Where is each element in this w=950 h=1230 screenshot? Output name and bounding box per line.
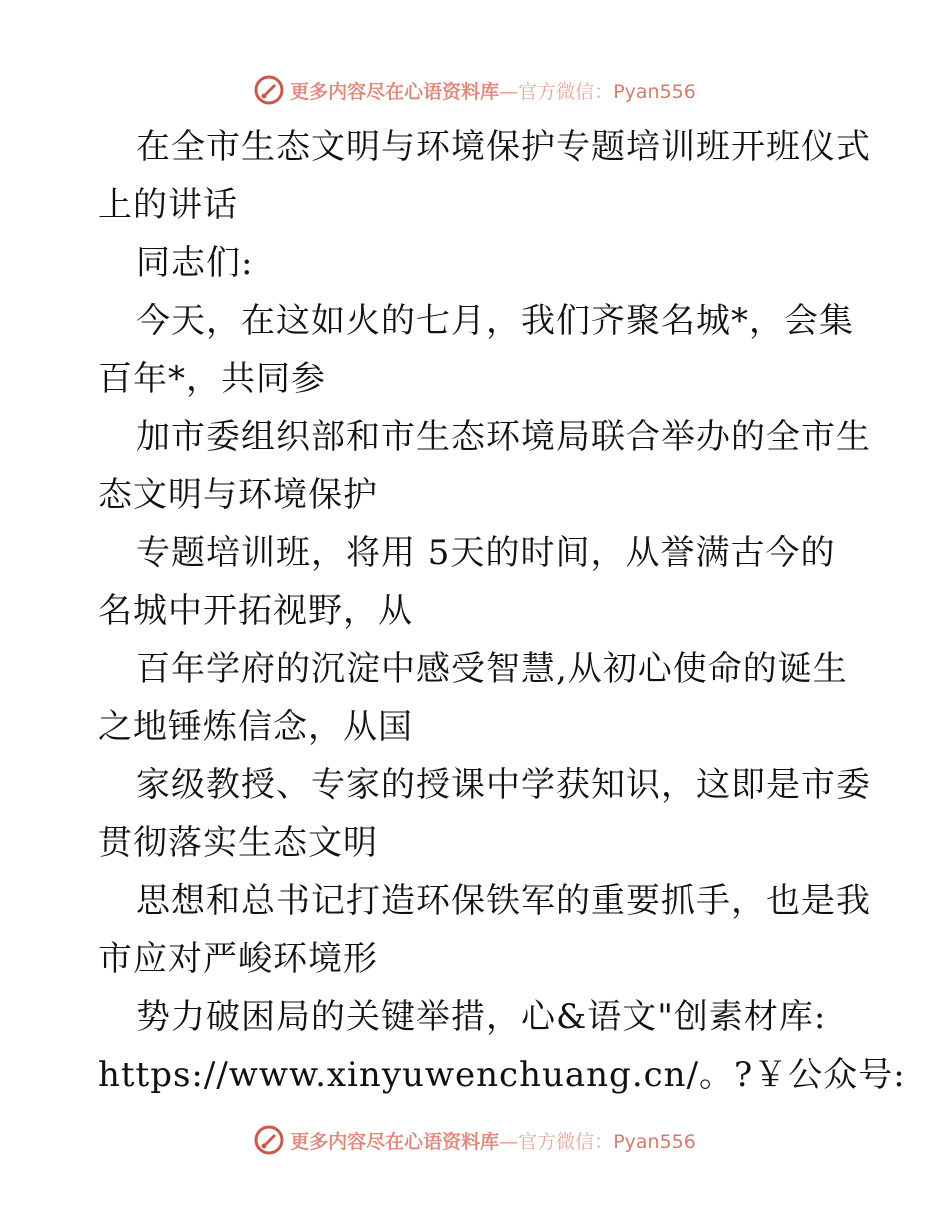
banner-text: 更多内容尽在心语资料库—官方微信：Pyan556 (290, 80, 696, 103)
document-body (98, 118, 906, 1104)
title-line-1: 在全市生态文明与环境保护专题培训班开班仪式 (136, 127, 871, 167)
paragraph-line: 态文明与环境保护 (98, 475, 378, 515)
paragraph-line: 贯彻落实生态文明 (98, 823, 378, 863)
salutation: 同志们: (136, 243, 254, 283)
banner-text: 更多内容尽在心语资料库—官方微信：Pyan556 (290, 1130, 696, 1153)
xinyu-logo-icon (254, 1125, 284, 1155)
footer-banner (0, 1120, 950, 1160)
url-line: https://www.xinyuwenchuang.cn/。?￥公众号: (98, 1055, 906, 1095)
paragraph-line: 今天，在这如火的七月，我们齐聚名城*，会集 (136, 301, 854, 341)
title-line-2: 上的讲话 (98, 185, 238, 225)
paragraph-line: 专题培训班，将用 5天的时间，从誉满古今的 (136, 533, 836, 573)
paragraph-line: 百年*，共同参 (98, 359, 326, 399)
paragraph-line: 百年学府的沉淀中感受智慧,从初心使命的诞生 (136, 649, 848, 689)
xinyu-logo-icon (254, 75, 284, 105)
paragraph-line: 加市委组织部和市生态环境局联合举办的全市生 (136, 417, 871, 457)
paragraph-line: 之地锤炼信念，从国 (98, 707, 413, 747)
paragraph-line: 思想和总书记打造环保铁军的重要抓手，也是我 (136, 881, 871, 921)
paragraph-line: 势力破困局的关键举措，心&语文"创素材库: (136, 997, 827, 1037)
paragraph-line: 市应对严峻环境形 (98, 939, 378, 979)
header-banner (0, 70, 950, 110)
paragraph-line: 家级教授、专家的授课中学获知识，这即是市委 (136, 765, 871, 805)
paragraph-line: 名城中开拓视野，从 (98, 591, 413, 631)
